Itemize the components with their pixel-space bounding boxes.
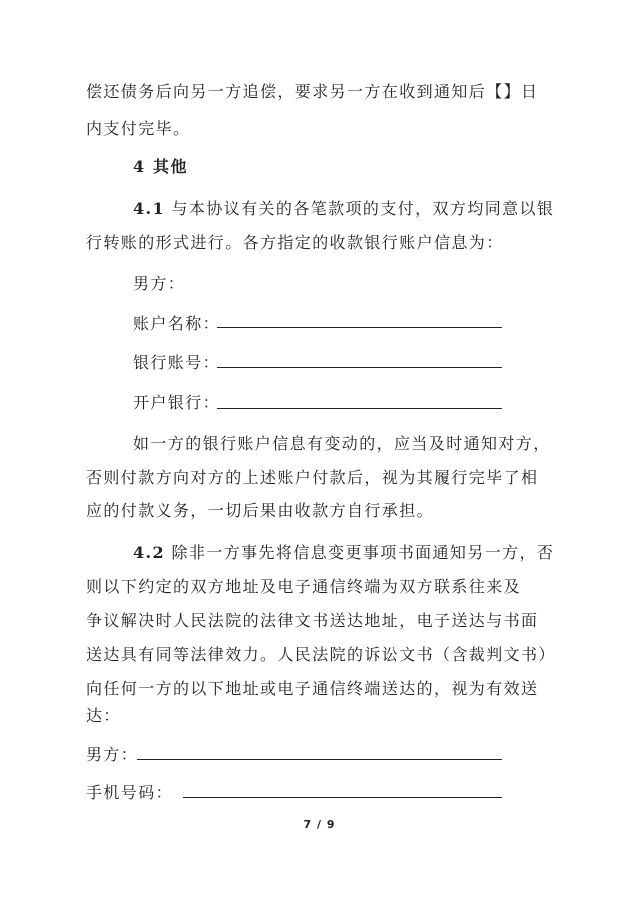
account-number-label: 银行账号：: [133, 353, 221, 372]
intro-line-2: 内支付完毕。: [86, 119, 191, 138]
change-notice-line-2: 否则付款方向对方的上述账户付款后，视为其履行完毕了相: [86, 468, 539, 487]
account-name-label: 账户名称：: [133, 314, 221, 333]
intro-line-1: 偿还债务后向另一方追偿，要求另一方在收到通知后【】日: [86, 82, 539, 101]
service-party-label: 男方：: [86, 745, 139, 764]
account-name-blank[interactable]: [217, 327, 502, 328]
clause-4-1-line-2: 行转账的形式进行。各方指定的收款银行账户信息为：: [86, 233, 504, 252]
service-party-blank[interactable]: [137, 759, 502, 760]
clause-4-2-line-5: 向任何一方的以下地址或电子通信终端送达的，视为有效送: [86, 679, 539, 698]
phone-label: 手机号码：: [86, 783, 174, 802]
clause-4-1-number: 4.1: [133, 199, 166, 218]
bank-branch-label: 开户银行：: [133, 393, 221, 412]
clause-4-2-number: 4.2: [133, 543, 166, 562]
clause-4-1-line-1: [133, 199, 554, 219]
clause-4-2-text: 除非一方事先将信息变更事项书面通知另一方，否: [165, 543, 555, 562]
clause-4-2-line-4: 送达具有同等法律效力。人民法院的诉讼文书（含裁判文书）: [86, 645, 556, 664]
clause-4-2-line-3: 争议解决时人民法院的法律文书送达地址，电子送达与书面: [86, 611, 539, 630]
clause-4-2-line-2: 则以下约定的双方地址及电子通信终端为双方联系往来及: [86, 577, 522, 596]
bank-party-label: 男方：: [133, 274, 186, 293]
change-notice-line-3: 应的付款义务，一切后果由收款方自行承担。: [86, 501, 435, 520]
change-notice-line-1: 如一方的银行账户信息有变动的，应当及时通知对方，: [133, 434, 551, 453]
clause-4-1-text: 与本协议有关的各笔款项的支付，双方均同意以银: [165, 199, 555, 218]
bank-branch-blank[interactable]: [217, 408, 502, 409]
phone-blank[interactable]: [183, 797, 502, 798]
clause-4-2-line-1: [133, 543, 554, 563]
section-4-title: 4 其他: [133, 157, 189, 176]
account-number-blank[interactable]: [217, 367, 502, 368]
clause-4-2-line-6: 达：: [86, 706, 121, 725]
page-number: 7 / 9: [303, 818, 336, 831]
